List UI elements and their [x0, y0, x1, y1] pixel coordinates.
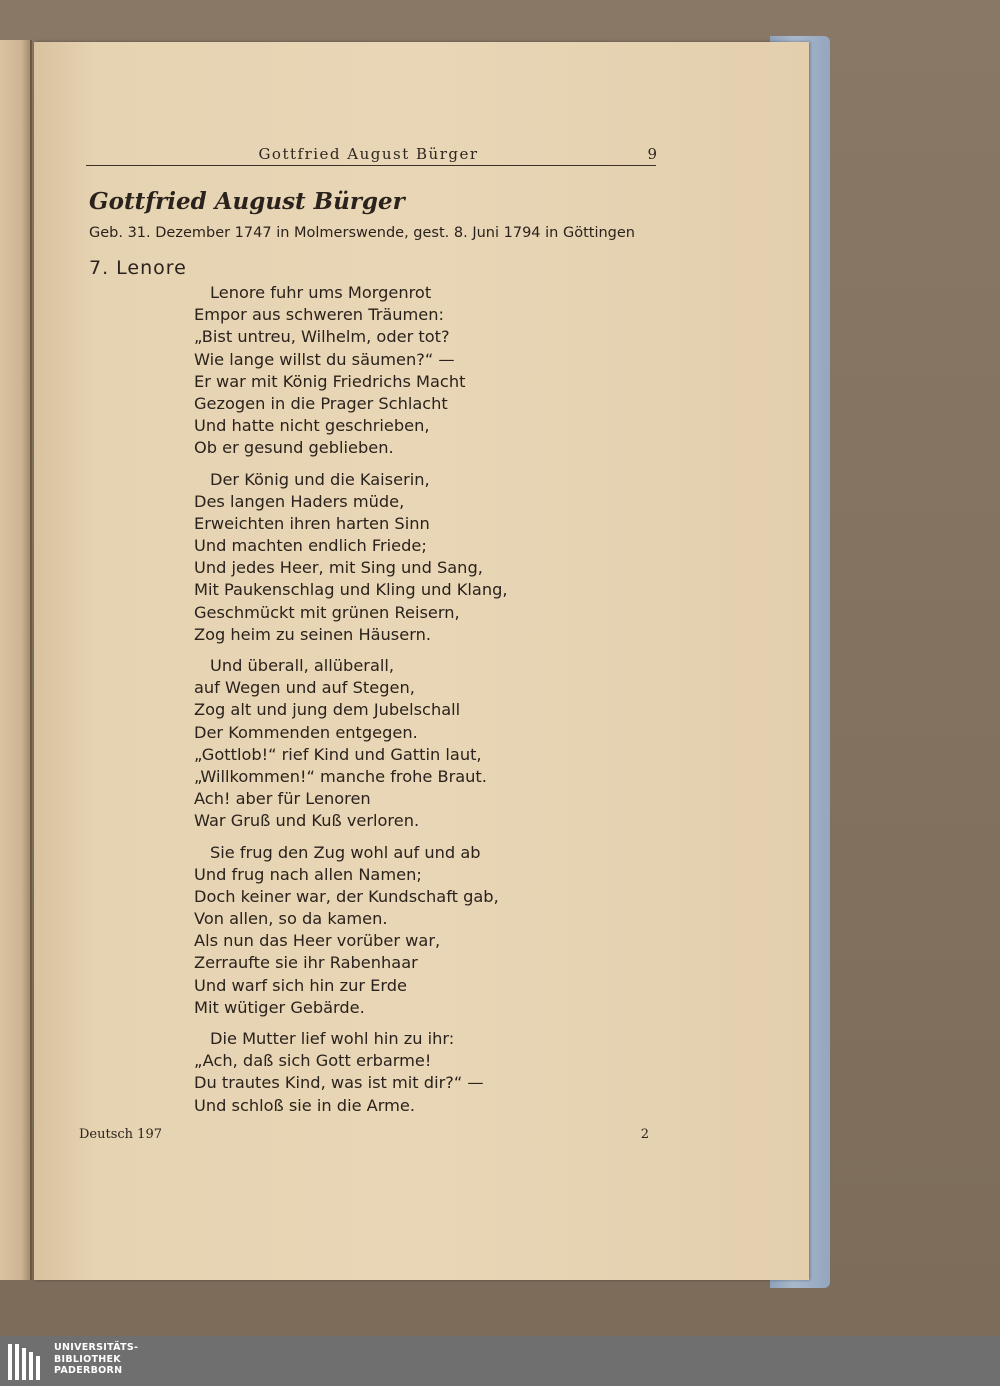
poem-line: „Bist untreu, Wilhelm, oder tot?	[194, 327, 450, 347]
library-footer-bar	[0, 1336, 1000, 1386]
poem-stanza	[194, 655, 614, 833]
page-number: 9	[647, 145, 657, 163]
library-logo-text	[54, 1342, 138, 1377]
poem-stanza	[194, 1028, 614, 1117]
poem-line: War Gruß und Kuß verloren.	[194, 811, 420, 831]
poem-line: Lenore fuhr ums Morgenrot	[210, 283, 432, 302]
poem-line: Mit wütiger Gebärde.	[194, 997, 365, 1017]
left-page-edge	[0, 40, 32, 1280]
poem-line: „Gottlob!“ rief Kind und Gattin laut,	[194, 744, 482, 764]
poem-line: Doch keiner war, der Kundschaft gab,	[194, 886, 499, 906]
poem-line: Des langen Haders müde,	[194, 491, 405, 511]
poem-line: Ob er gesund geblieben.	[194, 438, 394, 458]
poem-line: Empor aus schweren Träumen:	[194, 305, 444, 325]
poem-line: Zog alt und jung dem Jubelschall	[194, 700, 461, 720]
poem-line: „Willkommen!“ manche frohe Braut.	[194, 766, 487, 786]
header-rule	[86, 165, 656, 166]
poem-line: Und machten endlich Friede;	[194, 536, 427, 556]
poem-stanza	[194, 282, 614, 460]
running-head: Gottfried August Bürger	[258, 145, 479, 163]
poem-line: Zerraufte sie ihr Rabenhaar	[194, 953, 418, 973]
poem-line: Er war mit König Friedrichs Macht	[194, 371, 466, 391]
poem-line: Von allen, so da kamen.	[194, 909, 388, 929]
poem-line: Ach! aber für Lenoren	[194, 789, 371, 809]
poem-line: Und überall, allüberall,	[210, 656, 395, 675]
poem-line: Der König und die Kaiserin,	[210, 469, 430, 489]
sheet-number: 2	[640, 1127, 649, 1142]
poem-line: Erweichten ihren harten Sinn	[194, 513, 430, 533]
poem-line: Mit Paukenschlag und Kling und Klang,	[194, 580, 508, 600]
poem-title: 7. Lenore	[89, 257, 187, 279]
poem-stanza	[194, 842, 614, 1020]
poem-line: Sie frug den Zug wohl auf und ab	[210, 842, 481, 862]
logo-line-1: UNIVERSITÄTS-	[54, 1342, 139, 1353]
author-title: Gottfried August Bürger	[89, 188, 405, 215]
logo-line-3: PADERBORN	[54, 1365, 123, 1376]
poem-line: Und schloß sie in die Arme.	[194, 1095, 415, 1115]
poem-stanza	[194, 469, 614, 647]
poem-line: Der Kommenden entgegen.	[194, 722, 418, 742]
poem-line: Die Mutter lief wohl hin zu ihr:	[210, 1029, 455, 1048]
poem-line: auf Wegen und auf Stegen,	[194, 678, 415, 698]
poem-body	[194, 282, 614, 1126]
poem-line: Geschmückt mit grünen Reisern,	[194, 602, 460, 622]
author-life-dates: Geb. 31. Dezember 1747 in Molmerswende, gest. 8. Juni 1794 in Göttingen	[89, 225, 635, 241]
signature-mark: Deutsch 197	[79, 1127, 162, 1142]
logo-line-2: BIBLIOTHEK	[54, 1353, 121, 1365]
poem-line: Und hatte nicht geschrieben,	[194, 416, 430, 436]
book-page	[34, 42, 809, 1280]
poem-line: Zog heim zu seinen Häusern.	[194, 624, 431, 644]
poem-line: Und jedes Heer, mit Sing und Sang,	[194, 558, 483, 578]
poem-line: „Ach, daß sich Gott erbarme!	[194, 1051, 432, 1071]
poem-line: Du trautes Kind, was ist mit dir?“ —	[194, 1073, 484, 1093]
poem-line: Und frug nach allen Namen;	[194, 864, 422, 884]
poem-line: Wie lange willst du säumen?“ —	[194, 349, 455, 369]
poem-line: Als nun das Heer vorüber war,	[194, 931, 441, 951]
poem-line: Gezogen in die Prager Schlacht	[194, 393, 448, 413]
library-logo-icon	[8, 1344, 46, 1380]
poem-line: Und warf sich hin zur Erde	[194, 975, 407, 995]
